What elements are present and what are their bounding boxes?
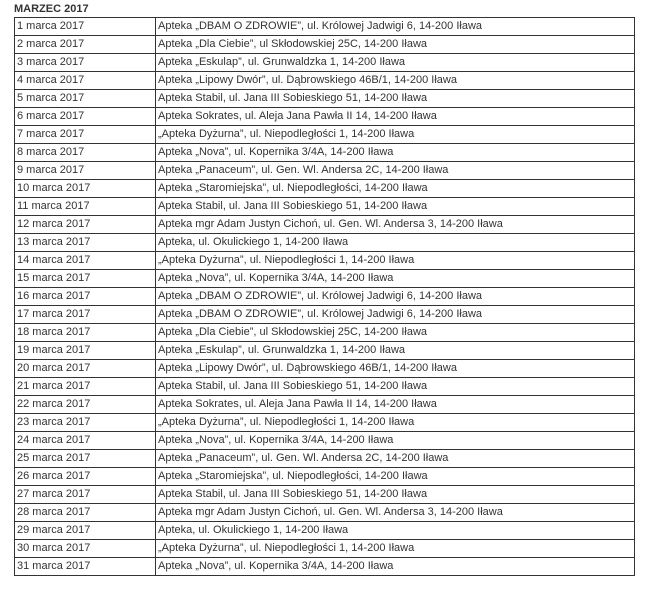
date-cell: 23 marca 2017	[15, 414, 156, 432]
pharmacy-cell: Apteka „Staromiejska”, ul. Niepodległości, 14-200 Iława	[156, 180, 635, 198]
date-cell: 30 marca 2017	[15, 540, 156, 558]
pharmacy-cell: Apteka Stabil, ul. Jana III Sobieskiego 51, 14-200 Iława	[156, 378, 635, 396]
table-row	[15, 414, 635, 432]
date-cell: 1 marca 2017	[15, 18, 156, 36]
pharmacy-cell: Apteka „Nova”, ul. Kopernika 3/4A, 14-200 Iława	[156, 270, 635, 288]
date-cell: 28 marca 2017	[15, 504, 156, 522]
date-cell: 3 marca 2017	[15, 54, 156, 72]
pharmacy-cell: „Apteka Dyżurna”, ul. Niepodległości 1, 14-200 Iława	[156, 414, 635, 432]
date-cell: 11 marca 2017	[15, 198, 156, 216]
pharmacy-cell: Apteka „Staromiejska”, ul. Niepodległości, 14-200 Iława	[156, 468, 635, 486]
table-row	[15, 252, 635, 270]
table-row	[15, 18, 635, 36]
table-row	[15, 216, 635, 234]
date-cell: 17 marca 2017	[15, 306, 156, 324]
date-cell: 26 marca 2017	[15, 468, 156, 486]
table-row	[15, 504, 635, 522]
pharmacy-cell: Apteka, ul. Okulickiego 1, 14-200 Iława	[156, 522, 635, 540]
date-cell: 16 marca 2017	[15, 288, 156, 306]
pharmacy-cell: Apteka mgr Adam Justyn Cichoń, ul. Gen. Wl. Andersa 3, 14-200 Iława	[156, 504, 635, 522]
table-row	[15, 198, 635, 216]
duty-schedule-body	[15, 18, 635, 576]
pharmacy-cell: Apteka Stabil, ul. Jana III Sobieskiego 51, 14-200 Iława	[156, 90, 635, 108]
date-cell: 5 marca 2017	[15, 90, 156, 108]
pharmacy-cell: Apteka „Nova”, ul. Kopernika 3/4A, 14-200 Iława	[156, 558, 635, 576]
pharmacy-cell: Apteka Sokrates, ul. Aleja Jana Pawła II 14, 14-200 Iława	[156, 396, 635, 414]
pharmacy-cell: Apteka „DBAM O ZDROWIE”, ul. Królowej Jadwigi 6, 14-200 Iława	[156, 288, 635, 306]
pharmacy-cell: Apteka mgr Adam Justyn Cichoń, ul. Gen. Wl. Andersa 3, 14-200 Iława	[156, 216, 635, 234]
pharmacy-cell: Apteka „Eskulap”, ul. Grunwaldzka 1, 14-200 Iława	[156, 54, 635, 72]
table-row	[15, 432, 635, 450]
table-row	[15, 558, 635, 576]
date-cell: 24 marca 2017	[15, 432, 156, 450]
date-cell: 14 marca 2017	[15, 252, 156, 270]
table-row	[15, 486, 635, 504]
date-cell: 29 marca 2017	[15, 522, 156, 540]
pharmacy-cell: Apteka „Panaceum”, ul. Gen. Wl. Andersa 2C, 14-200 Iława	[156, 162, 635, 180]
table-row	[15, 180, 635, 198]
table-row	[15, 234, 635, 252]
table-row	[15, 288, 635, 306]
table-row	[15, 108, 635, 126]
table-row	[15, 522, 635, 540]
pharmacy-cell: Apteka „DBAM O ZDROWIE”, ul. Królowej Jadwigi 6, 14-200 Iława	[156, 306, 635, 324]
date-cell: 2 marca 2017	[15, 36, 156, 54]
date-cell: 7 marca 2017	[15, 126, 156, 144]
table-row	[15, 36, 635, 54]
date-cell: 22 marca 2017	[15, 396, 156, 414]
date-cell: 19 marca 2017	[15, 342, 156, 360]
pharmacy-cell: „Apteka Dyżurna”, ul. Niepodległości 1, 14-200 Iława	[156, 126, 635, 144]
date-cell: 15 marca 2017	[15, 270, 156, 288]
date-cell: 6 marca 2017	[15, 108, 156, 126]
pharmacy-cell: Apteka Stabil, ul. Jana III Sobieskiego 51, 14-200 Iława	[156, 198, 635, 216]
table-row	[15, 270, 635, 288]
table-row	[15, 342, 635, 360]
pharmacy-cell: Apteka „Lipowy Dwór”, ul. Dąbrowskiego 46B/1, 14-200 Iława	[156, 72, 635, 90]
date-cell: 12 marca 2017	[15, 216, 156, 234]
date-cell: 20 marca 2017	[15, 360, 156, 378]
pharmacy-cell: Apteka „Lipowy Dwór”, ul. Dąbrowskiego 46B/1, 14-200 Iława	[156, 360, 635, 378]
date-cell: 31 marca 2017	[15, 558, 156, 576]
date-cell: 25 marca 2017	[15, 450, 156, 468]
table-row	[15, 396, 635, 414]
page-title: MARZEC 2017	[14, 3, 89, 15]
date-cell: 27 marca 2017	[15, 486, 156, 504]
table-row	[15, 324, 635, 342]
table-row	[15, 162, 635, 180]
table-row	[15, 126, 635, 144]
date-cell: 10 marca 2017	[15, 180, 156, 198]
pharmacy-cell: Apteka Stabil, ul. Jana III Sobieskiego 51, 14-200 Iława	[156, 486, 635, 504]
table-row	[15, 378, 635, 396]
pharmacy-cell: „Apteka Dyżurna”, ul. Niepodległości 1, 14-200 Iława	[156, 252, 635, 270]
pharmacy-cell: Apteka „Eskulap”, ul. Grunwaldzka 1, 14-200 Iława	[156, 342, 635, 360]
date-cell: 13 marca 2017	[15, 234, 156, 252]
table-row	[15, 144, 635, 162]
date-cell: 9 marca 2017	[15, 162, 156, 180]
table-row	[15, 540, 635, 558]
table-row	[15, 306, 635, 324]
pharmacy-cell: Apteka „DBAM O ZDROWIE”, ul. Królowej Jadwigi 6, 14-200 Iława	[156, 18, 635, 36]
pharmacy-cell: Apteka „Nova”, ul. Kopernika 3/4A, 14-200 Iława	[156, 432, 635, 450]
table-row	[15, 468, 635, 486]
pharmacy-cell: Apteka „Dla Ciebie”, ul Skłodowskiej 25C, 14-200 Iława	[156, 36, 635, 54]
duty-schedule-table	[14, 17, 635, 576]
pharmacy-cell: Apteka Sokrates, ul. Aleja Jana Pawła II 14, 14-200 Iława	[156, 108, 635, 126]
pharmacy-cell: Apteka „Panaceum”, ul. Gen. Wl. Andersa 2C, 14-200 Iława	[156, 450, 635, 468]
pharmacy-cell: „Apteka Dyżurna”, ul. Niepodległości 1, 14-200 Iława	[156, 540, 635, 558]
pharmacy-cell: Apteka „Dla Ciebie”, ul Skłodowskiej 25C, 14-200 Iława	[156, 324, 635, 342]
pharmacy-cell: Apteka, ul. Okulickiego 1, 14-200 Iława	[156, 234, 635, 252]
table-row	[15, 360, 635, 378]
table-row	[15, 90, 635, 108]
date-cell: 18 marca 2017	[15, 324, 156, 342]
pharmacy-cell: Apteka „Nova”, ul. Kopernika 3/4A, 14-200 Iława	[156, 144, 635, 162]
date-cell: 4 marca 2017	[15, 72, 156, 90]
date-cell: 21 marca 2017	[15, 378, 156, 396]
table-row	[15, 54, 635, 72]
table-row	[15, 72, 635, 90]
table-row	[15, 450, 635, 468]
date-cell: 8 marca 2017	[15, 144, 156, 162]
